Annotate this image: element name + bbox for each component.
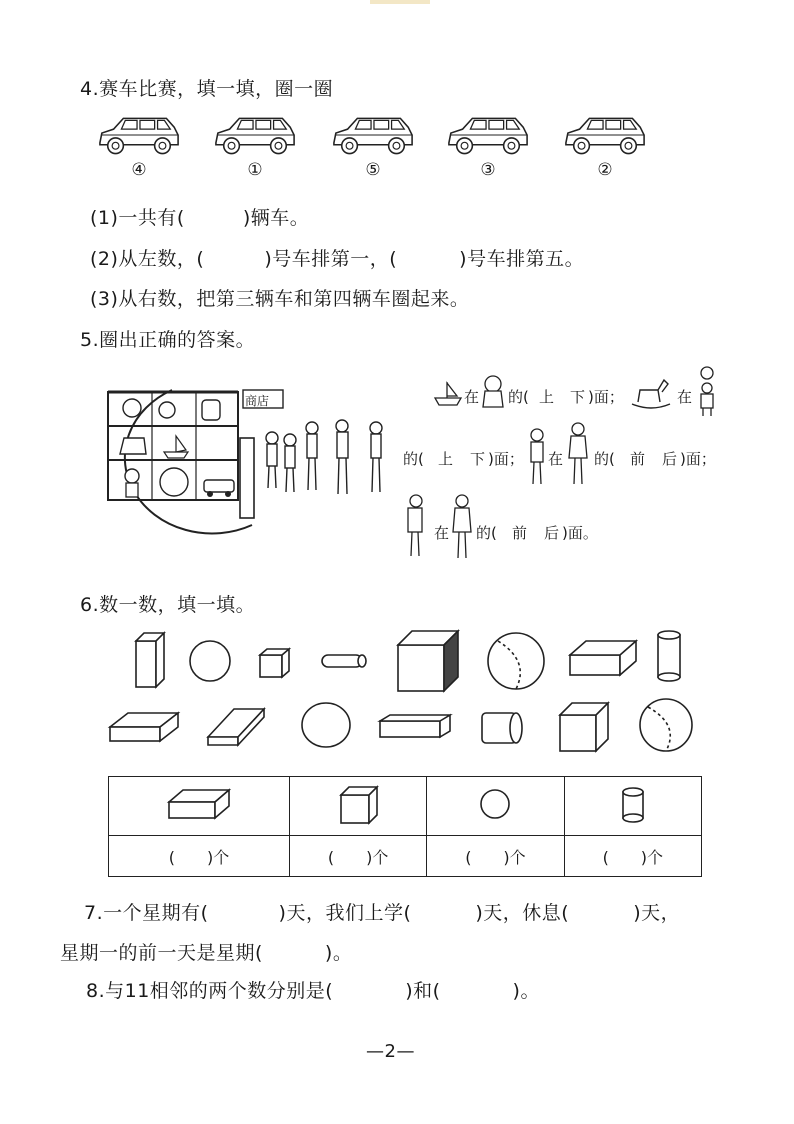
girl-holding-ball-icon xyxy=(450,494,474,560)
race-car-2 xyxy=(212,112,298,158)
doll-icon xyxy=(480,375,506,409)
shop-sign-label: 商店 xyxy=(245,394,270,408)
q5-line3-mian: )面。 xyxy=(562,524,598,542)
choice-qian-1[interactable]: 前 xyxy=(630,450,646,468)
q4-sub1 xyxy=(90,203,309,230)
q5-line3-de: 的( xyxy=(476,524,497,542)
girl-icon xyxy=(566,422,590,486)
q5-title: 5.圈出正确的答案。 xyxy=(80,329,256,351)
tall-cuboid-shape xyxy=(136,633,164,687)
q4-sub3: (3)从右数，把第三辆车和第四辆车圈起来。 xyxy=(90,288,470,310)
table-header-cylinder xyxy=(564,777,701,836)
shape-count-table xyxy=(108,776,702,877)
q7-part1-c: )天，休息( xyxy=(475,902,570,924)
choice-shang-2[interactable]: 上 xyxy=(438,450,454,468)
choice-hou-1[interactable]: 后 xyxy=(662,450,678,468)
car-number-3: ⑤ xyxy=(365,160,381,180)
cube-icon xyxy=(333,783,383,825)
q7-part2-b: )。 xyxy=(324,942,353,964)
race-car-1 xyxy=(96,112,182,158)
count-cell-cylinder[interactable]: ( )个 xyxy=(564,836,701,877)
top-color-mark xyxy=(370,0,430,4)
q5-line1-mian: )面； xyxy=(588,388,624,406)
count-cell-cuboid[interactable]: ( )个 xyxy=(109,836,290,877)
q5-line2-mian: )面； xyxy=(488,450,524,468)
q4-sub1-prefix: (1)一共有( xyxy=(90,207,185,229)
q5-zai-3: 在 xyxy=(548,450,564,468)
q5-zai-2: 在 xyxy=(677,388,693,406)
car-number-1: ④ xyxy=(131,160,147,180)
choice-shang-1[interactable]: 上 xyxy=(539,388,555,406)
solid-shapes-illustration xyxy=(100,625,700,755)
race-car-5 xyxy=(562,112,648,158)
count-cell-sphere[interactable]: ( )个 xyxy=(427,836,564,877)
q7-part2-a: 星期一的前一天是星期( xyxy=(60,942,263,964)
q5-line2-de2: 的( xyxy=(594,450,615,468)
q5-line2-de: 的( xyxy=(403,450,424,468)
q8-part-b: )和( xyxy=(405,980,441,1002)
q4-sub2 xyxy=(90,244,584,271)
boy-icon xyxy=(527,428,547,486)
toy-boat-icon xyxy=(433,378,463,408)
girl-with-backpack-icon xyxy=(402,494,430,558)
page-number: —2— xyxy=(366,1041,415,1062)
q4-title: 4.赛车比赛，填一填，圈一圈 xyxy=(80,78,334,100)
q6-title: 6.数一数，填一填。 xyxy=(80,594,256,616)
table-header-cube xyxy=(289,777,426,836)
child-with-balloon-icon xyxy=(694,366,720,418)
q4-sub2-suffix: )号车排第五。 xyxy=(459,248,585,270)
rocking-horse-icon xyxy=(628,376,674,410)
car-number-4: ③ xyxy=(480,160,496,180)
q8-line xyxy=(86,976,540,1003)
race-car-3 xyxy=(330,112,416,158)
sphere-icon xyxy=(475,784,515,824)
choice-qian-2[interactable]: 前 xyxy=(512,524,528,542)
q8-part-c: )。 xyxy=(512,980,540,1002)
q4-sub2-prefix: (2)从左数，( xyxy=(90,248,205,270)
q8-part-a: 8.与11相邻的两个数分别是( xyxy=(86,980,334,1002)
q7-line2 xyxy=(60,938,352,965)
q4-sub2-mid: )号车排第一，( xyxy=(264,248,398,270)
table-header-cuboid xyxy=(109,777,290,836)
cylinder-icon xyxy=(618,784,648,824)
q5-line1-de: 的( xyxy=(508,388,529,406)
queue-children-illustration xyxy=(300,420,390,500)
q7-line1 xyxy=(84,898,680,925)
car-number-2: ① xyxy=(247,160,263,180)
q7-part1-b: )天，我们上学( xyxy=(278,902,412,924)
shop-scene-illustration xyxy=(92,380,302,530)
cuboid-icon xyxy=(159,784,239,824)
q5-line2-mian2: )面； xyxy=(680,450,716,468)
choice-xia-2[interactable]: 下 xyxy=(470,450,486,468)
q7-part1-a: 7.一个星期有( xyxy=(84,902,209,924)
count-cell-cube[interactable]: ( )个 xyxy=(289,836,426,877)
q7-part1-d: )天， xyxy=(633,902,681,924)
choice-xia-1[interactable]: 下 xyxy=(570,388,586,406)
q5-zai-1: 在 xyxy=(464,388,480,406)
q4-sub1-suffix: )辆车。 xyxy=(242,207,310,229)
race-car-4 xyxy=(445,112,531,158)
choice-hou-2[interactable]: 后 xyxy=(544,524,560,542)
car-number-5: ② xyxy=(597,160,613,180)
q5-zai-4: 在 xyxy=(434,524,450,542)
table-header-sphere xyxy=(427,777,564,836)
